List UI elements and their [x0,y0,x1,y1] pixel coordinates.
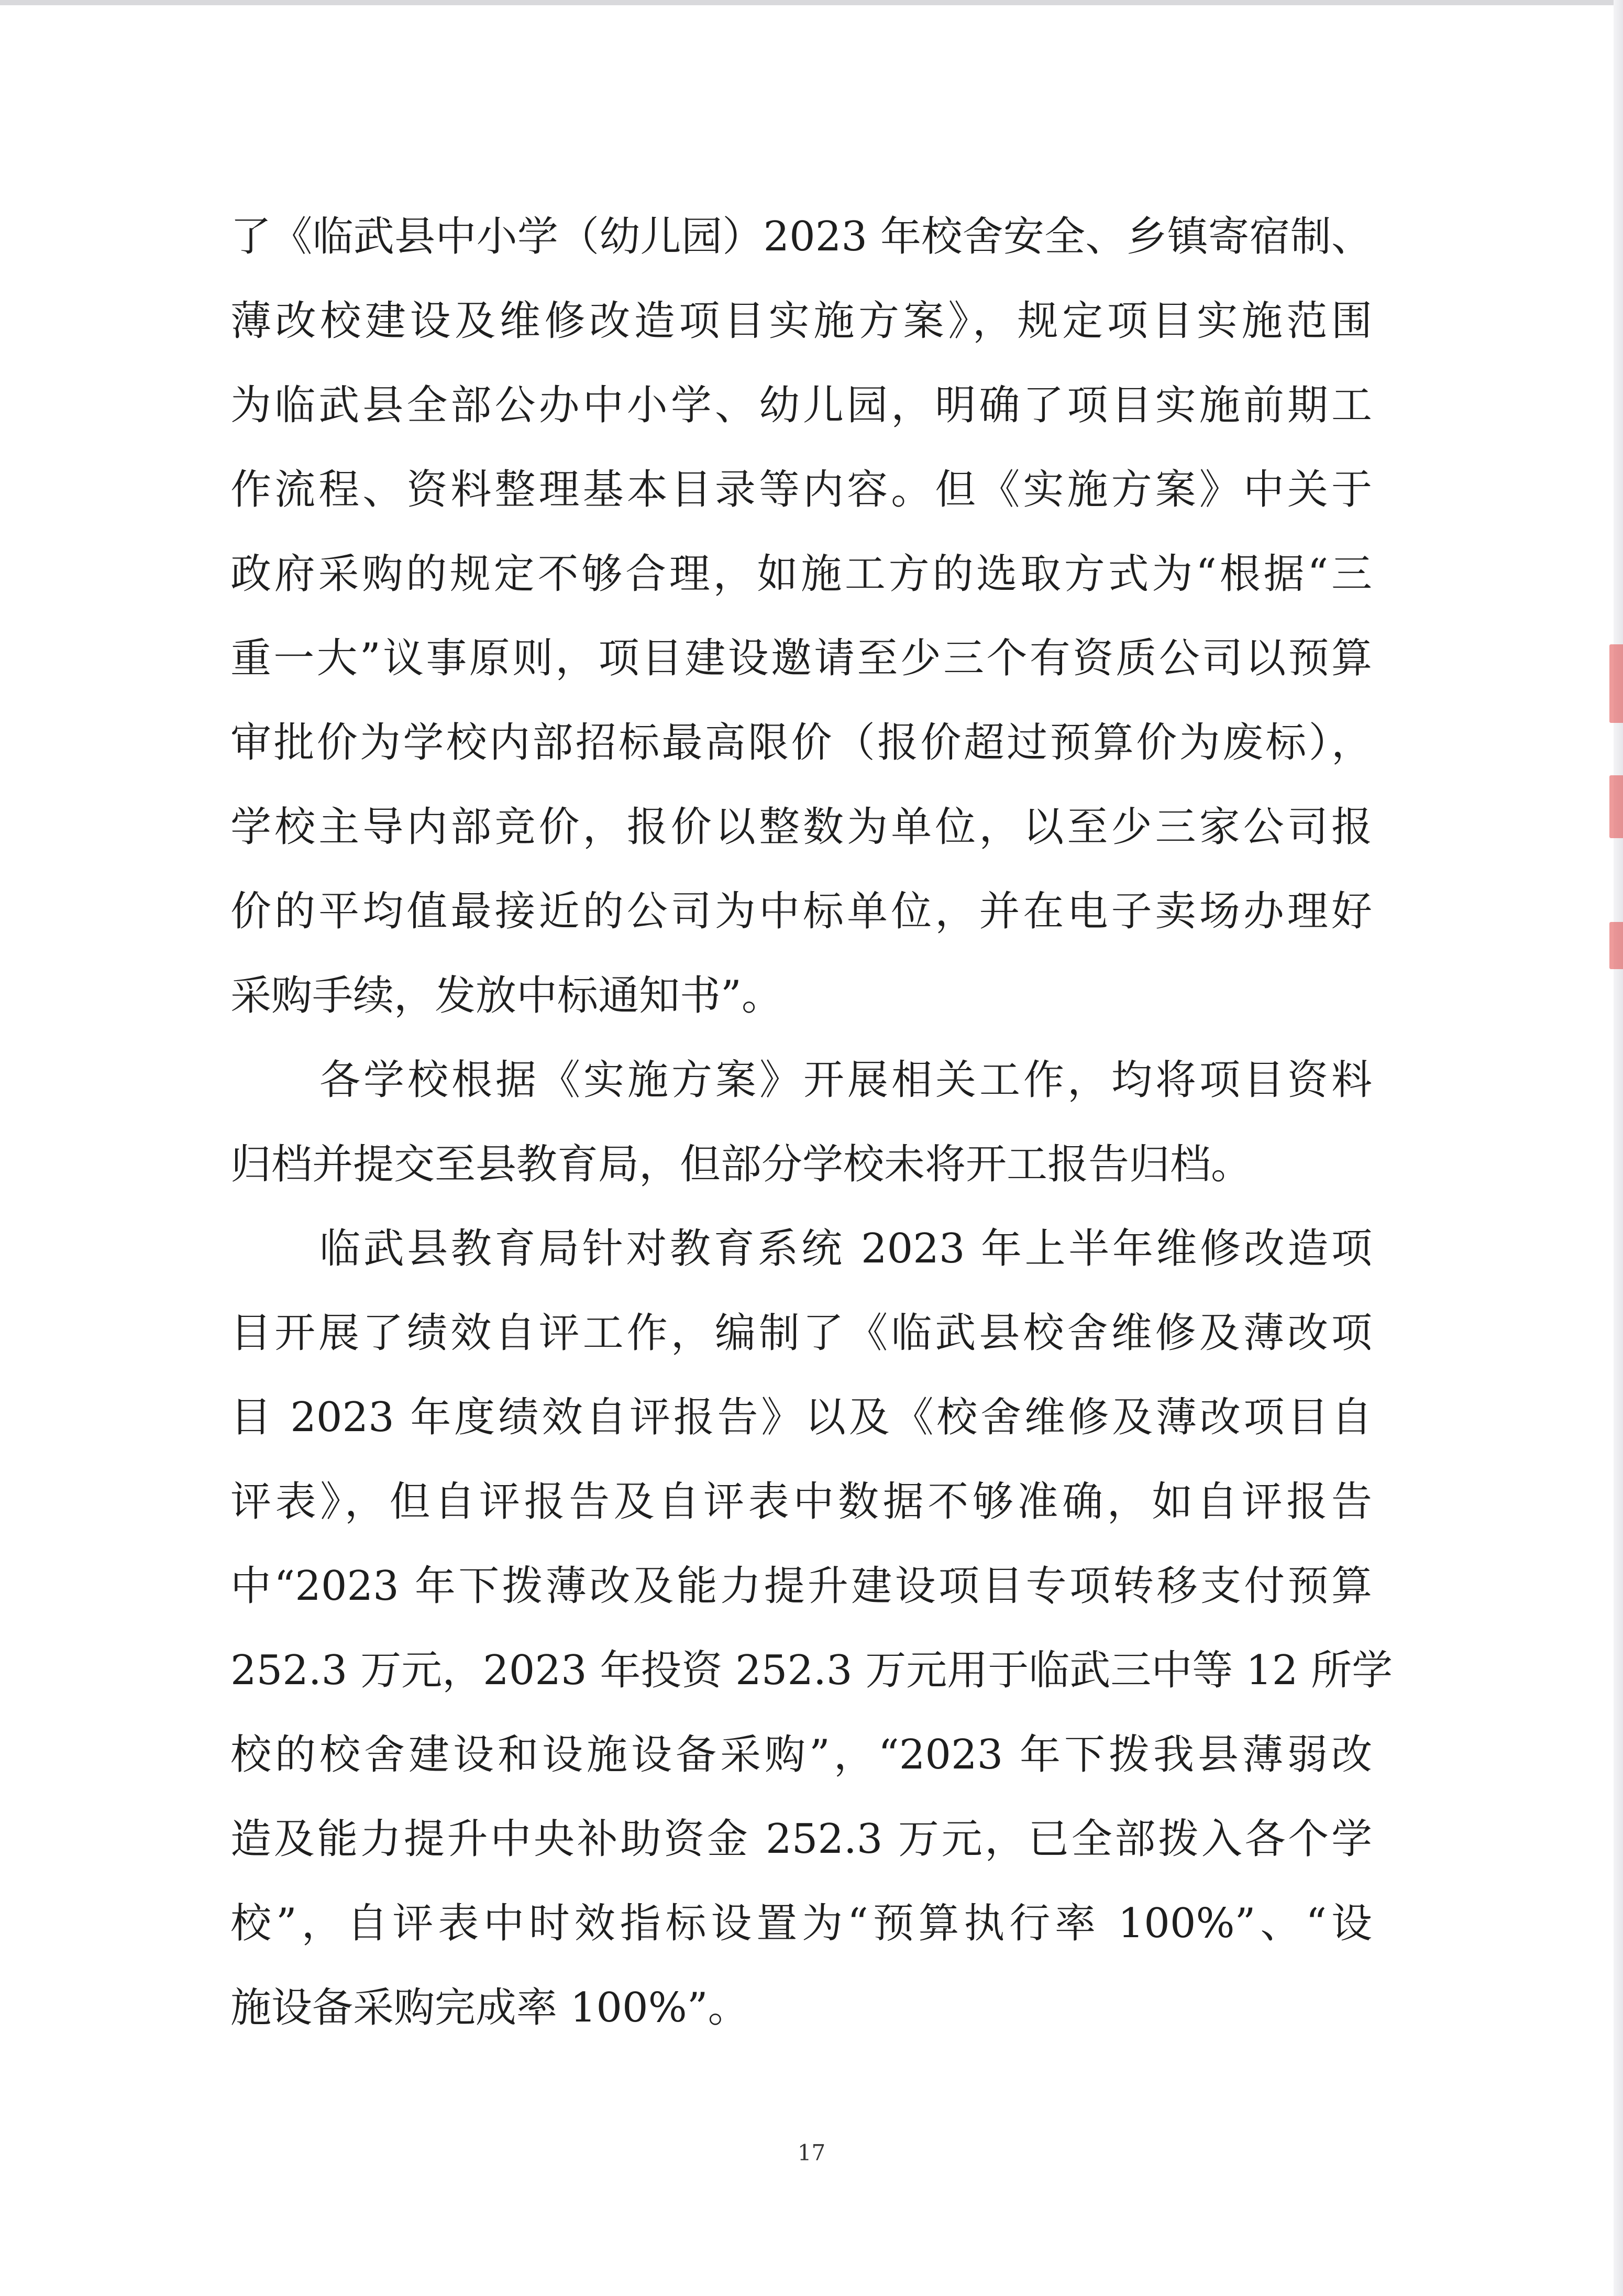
text-line: 评表》，但自评报告及自评表中数据不够准确，如自评报告 [230,1478,1372,1525]
text-line: 价的平均值最接近的公司为中标单位，并在电子卖场办理好 [230,888,1372,935]
scan-right-edge [1614,0,1623,2296]
text-line: 造及能力提升中央补助资金 252.3 万元，已全部拨入各个学 [230,1816,1372,1863]
text-line: 政府采购的规定不够合理，如施工方的选取方式为“根据“三 [230,551,1372,598]
text-line: 施设备采购完成率 100%”。 [230,1984,749,2031]
text-line: 为临武县全部公办中小学、幼儿园，明确了项目实施前期工 [230,382,1372,429]
red-seal-edge-mark [1609,644,1623,723]
text-line: 252.3 万元，2023 年投资 252.3 万元用于临武三中等 12 所学 [230,1647,1393,1694]
text-line: 采购手续，发放中标通知书”。 [230,972,782,1019]
text-line: 归档并提交至县教育局，但部分学校未将开工报告归档。 [230,1141,1252,1188]
text-line: 临武县教育局针对教育系统 2023 年上半年维修改造项 [319,1225,1372,1272]
text-line: 校的校舍建设和设施设备采购”，“2023 年下拨我县薄弱改 [230,1731,1372,1778]
red-seal-edge-mark [1609,775,1623,838]
body-text [230,195,1393,2050]
text-line: 作流程、资料整理基本目录等内容。但《实施方案》中关于 [230,466,1372,513]
text-line: 重一大”议事原则，项目建设邀请至少三个有资质公司以预算 [230,635,1372,682]
text-line: 目 2023 年度绩效自评报告》以及《校舍维修及薄改项目自 [230,1394,1372,1441]
text-line: 校”，自评表中时效指标设置为“预算执行率 100%”、“设 [230,1900,1372,1947]
text-line: 各学校根据《实施方案》开展相关工作，均将项目资料 [319,1057,1372,1104]
page-number: 17 [797,2140,826,2166]
text-line: 目开展了绩效自评工作，编制了《临武县校舍维修及薄改项 [230,1310,1372,1357]
text-line: 中“2023 年下拨薄改及能力提升建设项目专项转移支付预算 [230,1563,1372,1610]
text-line: 学校主导内部竞价，报价以整数为单位，以至少三家公司报 [230,804,1372,851]
text-line: 审批价为学校内部招标最高限价（报价超过预算价为废标）， [230,719,1372,766]
red-seal-edge-mark [1609,922,1623,969]
text-line: 薄改校建设及维修改造项目实施方案》，规定项目实施范围 [230,298,1372,345]
scan-top-edge [0,0,1623,5]
text-line: 了《临武县中小学（幼儿园）2023 年校舍安全、乡镇寄宿制、 [230,213,1372,260]
